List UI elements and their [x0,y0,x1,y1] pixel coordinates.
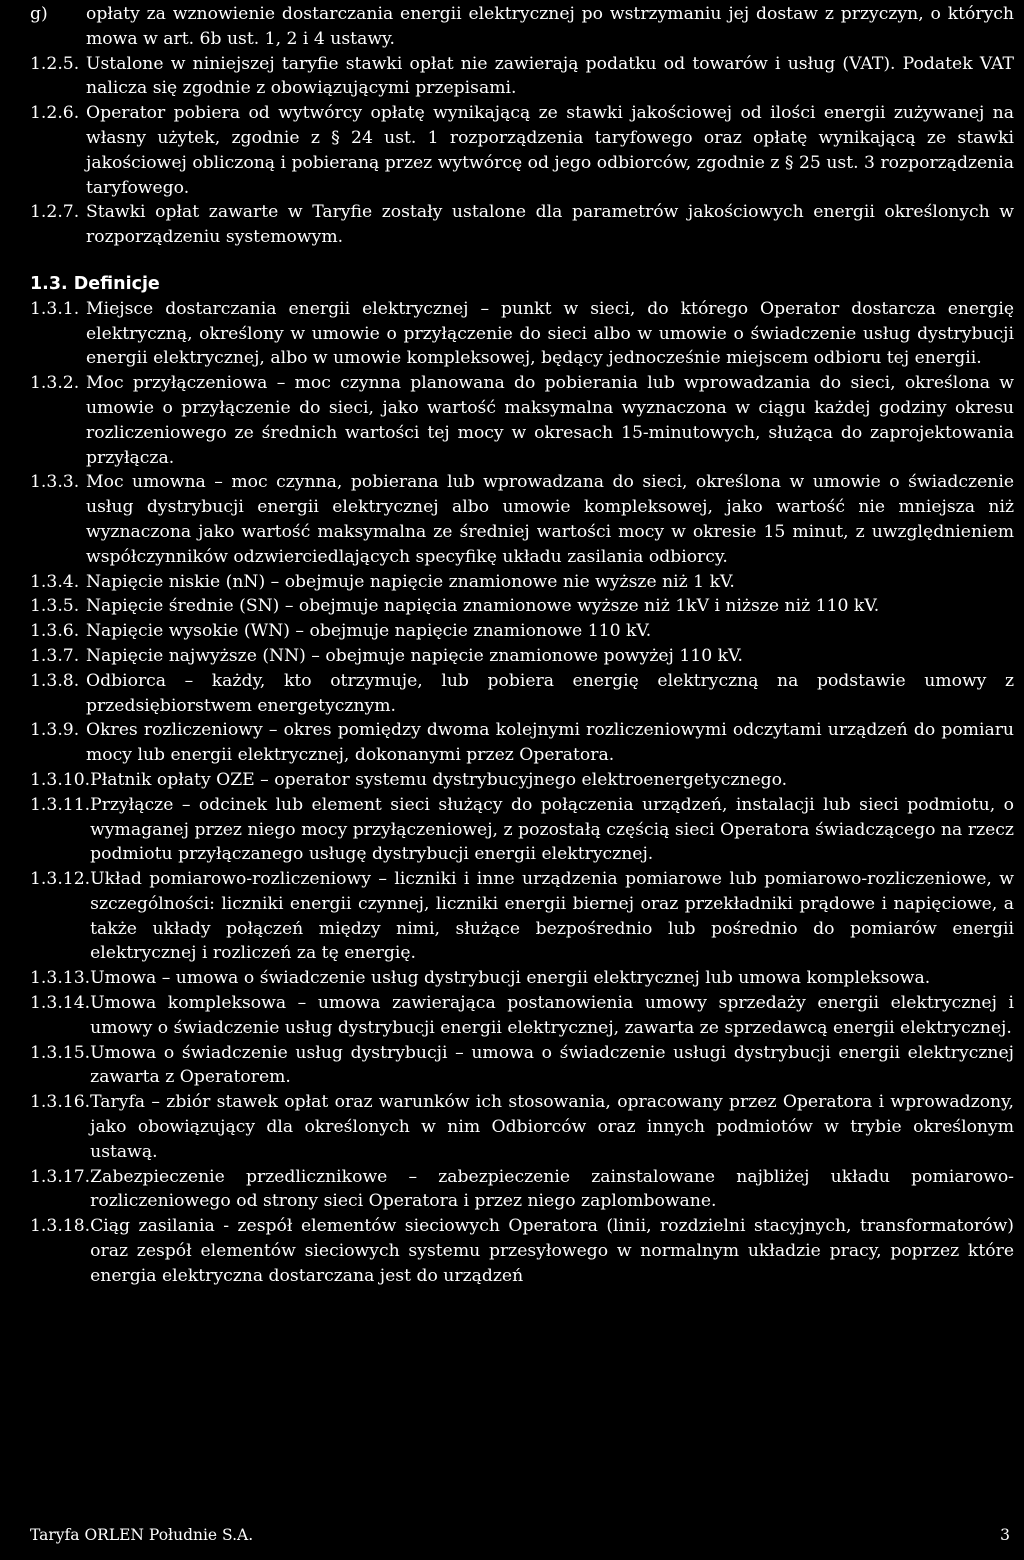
definition-1-3-4 [30,570,1014,595]
paragraph-text: Umowa o świadczenie usług dystrybucji – umowa o świadczenie usługi dystrybucji energii elektrycznej zawarta z Operatorem. [90,1042,1014,1088]
paragraph-text: Napięcie niskie (nN) – obejmuje napięcie znamionowe nie wyższe niż 1 kV. [86,571,735,592]
definition-1-3-8 [30,669,1014,719]
paragraph-text: Przyłącze – odcinek lub element sieci służący do połączenia urządzeń, instalacji lub sieci podmiotu, o wymaganej przez niego mocy przyłączeniowej, z pozostałą częścią sieci Operatora świadczącego na rzecz podmiotu przyłączanego usługę dystrybucji energii elektrycznej. [90,794,1014,865]
definition-1-3-16 [30,1090,1014,1164]
paragraph-text: Taryfa – zbiór stawek opłat oraz warunków ich stosowania, opracowany przez Operatora i wprowadzony, jako obowiązujący dla określonych w nim Odbiorców oraz innych podmiotów w trybie określonym ustawą. [90,1092,1014,1162]
definition-1-3-11 [30,793,1014,867]
definition-1-3-5 [30,594,1014,619]
paragraph-number: 1.3.14. [30,993,91,1014]
paragraph-text: Miejsce dostarczania energii elektrycznej – punkt w sieci, do którego Operator dostarcza energię elektryczną, określony w umowie o przyłączenie do sieci albo w umowie o świadczenie usług dystrybucji energii elektrycznej, albo w umowie kompleksowej, będący jednocześnie miejscem odbioru tej energii. [86,298,1014,369]
paragraph-text: Odbiorca – każdy, kto otrzymuje, lub pobiera energię elektryczną na podstawie umowy z przedsiębiorstwem energetycznym. [86,670,1014,716]
paragraph-number: 1.3.8. [30,670,80,691]
definition-1-3-13 [30,966,1014,991]
paragraph-text: opłaty za wznowienie dostarczania energii elektrycznej po wstrzymaniu jej dostaw z przyczyn, o których mowa w art. 6b ust. 1, 2 i 4 ustawy. [86,4,1014,49]
paragraph-text: Ciąg zasilania - zespół elementów sieciowych Operatora (linii, rozdzielni stacyjnych, transformatorów) oraz zespół elementów sieciowych systemu przesyłowego w normalnym układzie pracy, poprzez które energia elektryczna dostarczana jest do urządzeń [90,1216,1014,1286]
paragraph-text: Stawki opłat zawarte w Taryfie zostały ustalone dla parametrów jakościowych energii określonych w rozporządzeniu systemowym. [86,202,1014,248]
paragraph-text: Napięcie wysokie (WN) – obejmuje napięcie znamionowe 110 kV. [86,621,652,642]
paragraph-number: 1.2.6. [30,103,80,124]
paragraph-number: 1.3.1. [30,298,80,319]
paragraph-number: 1.3.18. [30,1216,91,1237]
definition-1-3-3 [30,470,1014,569]
paragraph-number: 1.3.3. [30,472,80,493]
paragraph-number: 1.3.13. [30,968,91,989]
paragraph-text: Okres rozliczeniowy – okres pomiędzy dwoma kolejnymi rozliczeniowymi odczytami urządzeń do pomiaru mocy lub energii elektrycznej, dokonanymi przez Operatora. [86,720,1014,766]
paragraph-number: 1.3.17. [30,1166,91,1187]
paragraph-number: 1.3.11. [30,794,91,815]
paragraph-text: Napięcie najwyższe (NN) – obejmuje napięcie znamionowe powyżej 110 kV. [86,645,743,666]
paragraph-number: 1.2.5. [30,53,80,74]
paragraph-text: Operator pobiera od wytwórcy opłatę wynikającą ze stawki jakościowej od ilości energii zużywanej na własny użytek, zgodnie z § 24 ust. 1 rozporządzenia taryfowego oraz opłatę wynikającą ze stawki jakościowej obliczoną i pobieraną przez wytwórcę od jego odbiorców, zgodnie z § 25 ust. 3 rozporządzenia taryfowego. [86,103,1014,198]
paragraph-text: Umowa – umowa o świadczenie usług dystrybucji energii elektrycznej lub umowa kompleksowa. [90,968,931,989]
paragraph-text: Moc umowna – moc czynna, pobierana lub wprowadzana do sieci, określona w umowie o świadczenie usług dystrybucji energii elektrycznej albo umowie kompleksowej, jako wartość nie mniejsza niż wyznaczona jako wartość maksymalna ze średniej wartości mocy w okresie 15 minut, z uwzględnieniem współczynników odzwierciedlających specyfikę układu zasilania odbiorcy. [86,472,1014,567]
paragraph-number: 1.3.10. [30,769,91,790]
definition-1-3-18 [30,1214,1014,1288]
section-heading: 1.3. Definicje [30,273,160,294]
paragraph-text: Umowa kompleksowa – umowa zawierająca postanowienia umowy sprzedaży energii elektrycznej i umowy o świadczenie usług dystrybucji energii elektrycznej, zawarta ze sprzedawcą energii elektrycznej. [90,993,1014,1038]
paragraph-1-2-6 [30,101,1014,200]
paragraph-number: 1.3.5. [30,596,80,617]
paragraph-number: 1.3.9. [30,720,80,741]
paragraph-text: Napięcie średnie (SN) – obejmuje napięcia znamionowe wyższe niż 1kV i niższe niż 110 kV. [86,596,880,617]
paragraph-text: Zabezpieczenie przedlicznikowe – zabezpieczenie zainstalowane najbliżej układu pomiarowo-rozliczeniowego od strony sieci Operatora i przez niego zaplombowane. [90,1166,1014,1212]
paragraph-number: 1.3.7. [30,645,80,666]
definition-1-3-12 [30,867,1014,966]
document-body [30,2,1014,1289]
definition-1-3-2 [30,371,1014,470]
paragraph-text: Płatnik opłaty OZE – operator systemu dystrybucyjnego elektroenergetycznego. [90,769,788,790]
definition-1-3-6 [30,619,1014,644]
paragraph-number: 1.3.12. [30,869,91,890]
paragraph-number: 1.3.4. [30,571,80,592]
paragraph-number: 1.3.16. [30,1092,91,1113]
paragraph-text: Układ pomiarowo-rozliczeniowy – liczniki i inne urządzenia pomiarowe lub pomiarowo-rozliczeniowe, w szczególności: liczniki energii czynnej, liczniki energii biernej oraz przekładniki prądowe i napięciowe, a także układy połączeń między nimi, służące bezpośrednio lub pośrednio do pomiarów energii elektrycznej i rozliczeń za tę energię. [90,869,1014,964]
definition-1-3-9 [30,718,1014,768]
page-number: 3 [1000,1526,1010,1544]
paragraph-1-2-7 [30,200,1014,250]
paragraph-number: 1.2.7. [30,202,80,223]
definition-1-3-10 [30,768,1014,793]
definition-1-3-17 [30,1165,1014,1215]
definition-1-3-14 [30,991,1014,1041]
paragraph-text: Moc przyłączeniowa – moc czynna planowana do pobierania lub wprowadzania do sieci, określona w umowie o przyłączenie do sieci, jako wartość maksymalna wyznaczona w ciągu każdej godziny okresu rozliczeniowego ze średnich wartości tej mocy w okresach 15-minutowych, służąca do zaprojektowania przyłącza. [86,373,1014,468]
paragraph-1-2-5 [30,52,1014,102]
paragraph-text: Ustalone w niniejszej taryfie stawki opłat nie zawierają podatku od towarów i usług (VAT). Podatek VAT nalicza się zgodnie z obowiązującymi przepisami. [86,53,1014,99]
definition-1-3-7 [30,644,1014,669]
paragraph-number: 1.3.6. [30,621,80,642]
footer-title: Taryfa ORLEN Południe S.A. [30,1526,254,1544]
paragraph-number: g) [30,4,48,24]
paragraph-g [30,2,1014,52]
paragraph-number: 1.3.2. [30,373,80,394]
definition-1-3-1 [30,297,1014,371]
page-footer [30,1526,1010,1544]
paragraph-number: 1.3.15. [30,1042,91,1063]
definition-1-3-15 [30,1041,1014,1091]
